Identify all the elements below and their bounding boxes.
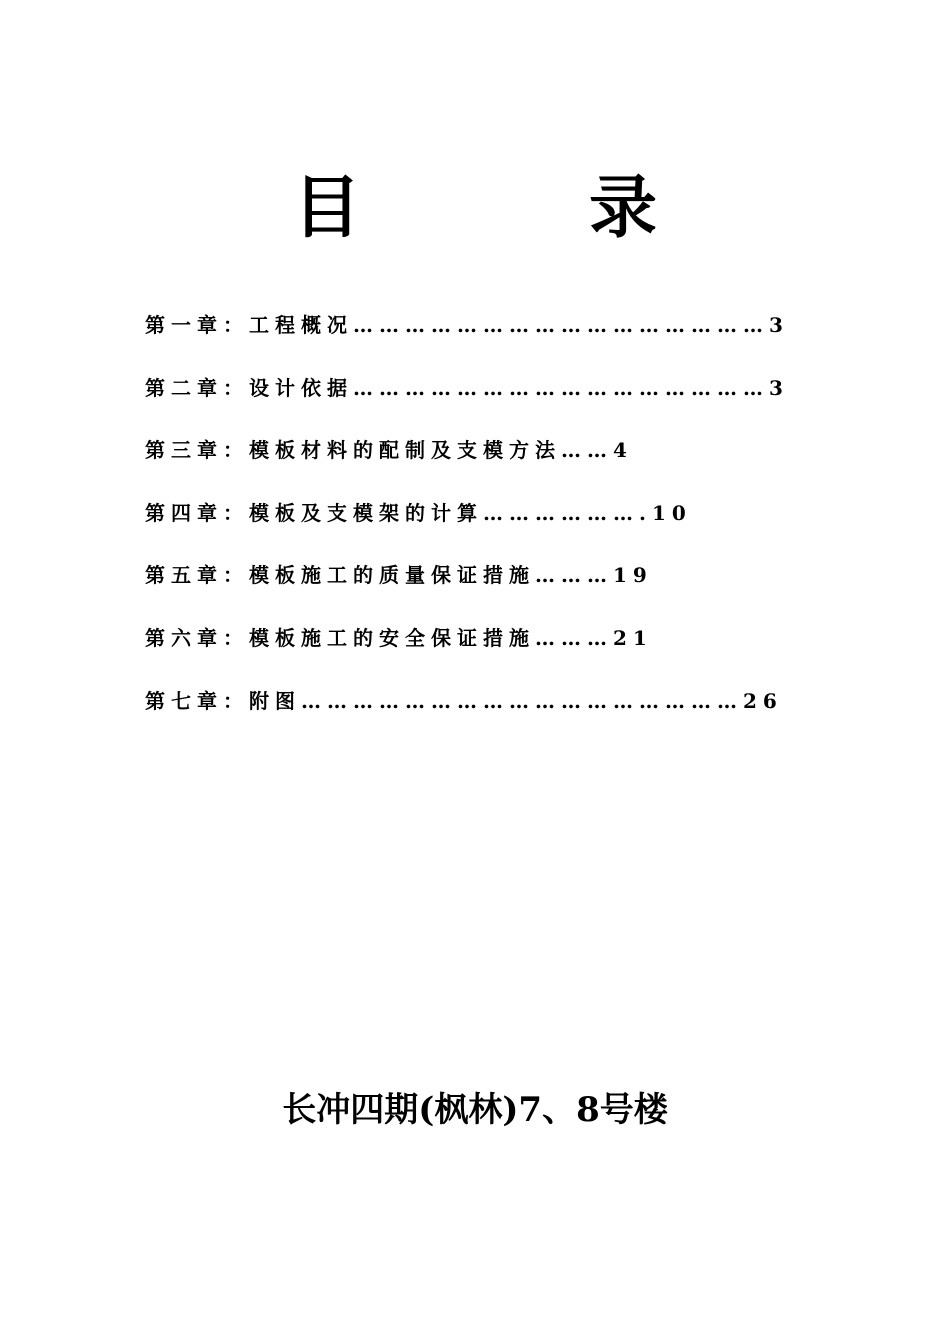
toc-chapter-label: 第五章： — [145, 563, 249, 588]
toc-entry-3 — [145, 433, 845, 496]
toc-entry-5 — [145, 558, 845, 621]
toc-chapter-label: 第二章： — [145, 375, 249, 400]
toc-entry-title: 附图 — [249, 688, 301, 713]
toc-chapter-label: 第六章： — [145, 625, 249, 650]
page-title: 目 录 — [292, 168, 737, 248]
toc-entry-7 — [145, 684, 845, 747]
toc-page-number: 26 — [743, 688, 783, 713]
toc-chapter-label: 第七章： — [145, 688, 249, 713]
table-of-contents — [145, 308, 845, 746]
project-name: 长冲四期(枫林)7、8号楼 — [282, 1090, 668, 1130]
toc-leader-dots: …………………………………………… — [301, 688, 743, 713]
toc-leader-dots: ……… — [535, 625, 613, 650]
toc-chapter-label: 第一章： — [145, 313, 249, 337]
toc-page-number: 19 — [613, 563, 653, 588]
toc-page-number: 3 — [769, 375, 789, 400]
toc-page-number: 10 — [651, 500, 692, 525]
toc-entry-title: 模板施工的质量保证措施 — [249, 563, 535, 588]
toc-leader-dots: ………………. — [483, 500, 652, 525]
toc-entry-title: 工程概况 — [249, 313, 353, 337]
toc-leader-dots: ………………………………………… — [353, 375, 769, 400]
toc-chapter-label: 第四章： — [145, 500, 249, 525]
toc-leader-dots: ……… — [535, 563, 613, 588]
toc-chapter-label: 第三章： — [145, 438, 249, 463]
toc-entry-title: 设计依据 — [249, 375, 353, 400]
toc-leader-dots: …… — [561, 438, 613, 463]
toc-entry-title: 模板施工的安全保证措施 — [249, 625, 535, 650]
toc-page-number: 21 — [613, 625, 653, 650]
toc-leader-dots: ………………………………………… — [353, 313, 769, 337]
toc-entry-2 — [145, 371, 845, 434]
toc-entry-6 — [145, 621, 845, 684]
toc-page-number: 4 — [613, 438, 633, 463]
toc-entry-title: 模板材料的配制及支模方法 — [249, 438, 561, 463]
toc-entry-title: 模板及支模架的计算 — [249, 500, 483, 525]
toc-entry-1 — [145, 308, 845, 371]
toc-page-number: 3 — [769, 313, 789, 337]
toc-entry-4 — [145, 496, 845, 559]
